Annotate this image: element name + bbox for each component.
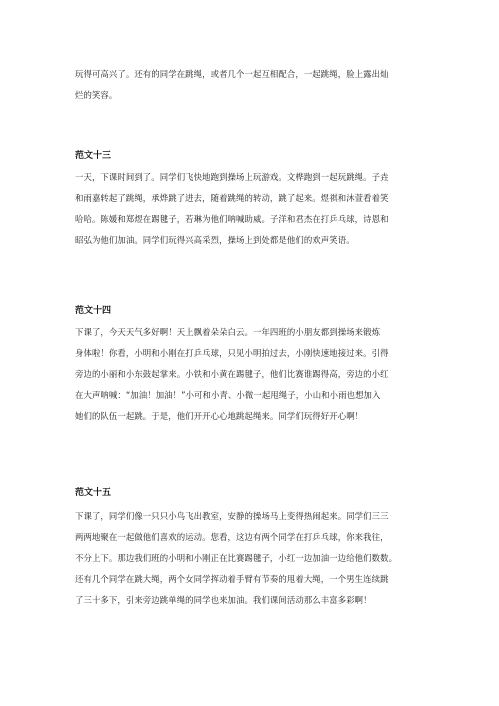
text-line: 旁边的小丽和小东鼓起掌来。小铁和小黄在踢毽子，他们比赛谁踢得高，旁边的小红 xyxy=(75,369,389,379)
text-line: 和雨嘉转起了跳绳，承烨跳了进去，随着跳绳的转动，跳了起来。煜祺和沐萱看着笑 xyxy=(75,193,389,203)
text-line: 还有几个同学在跳大绳，两个女同学挥动着手臂有节奏的甩着大绳，一个男生连续跳 xyxy=(75,574,389,584)
text-line: 玩得可高兴了。还有的同学在跳绳，或者几个一起互相配合，一起跳绳，脸上露出灿 xyxy=(75,69,389,79)
section-heading-fanwen14: 范文十四 xyxy=(75,306,112,316)
text-line: 哈哈。陈媛和郑煜在踢毽子，若琳为他们呐喊助威。子洋和君杰在打乒乓球，诗恩和 xyxy=(75,214,389,224)
section-paragraph-fanwen13 xyxy=(75,167,435,251)
section-heading-fanwen13: 范文十三 xyxy=(75,151,112,161)
text-line: 了三十多下，引来旁边跳单绳的同学也来加油。我们课间活动那么丰富多彩啊！ xyxy=(75,595,372,605)
text-line: 在大声呐喊：“加油！加油！”小可和小青、小微一起甩绳子，小山和小雨也想加入 xyxy=(75,390,381,400)
section-heading-fanwen15: 范文十五 xyxy=(75,488,112,498)
text-line: 两两地聚在一起做他们喜欢的运动。您看，这边有两个同学在打乒乓球，你来我往， xyxy=(75,532,389,542)
text-line: 身体啦！你看，小明和小刚在打乒乓球，只见小明拍过去，小刚快速地接过来。引得 xyxy=(75,348,389,358)
text-line: 烂的笑容。 xyxy=(75,90,118,100)
section-paragraph-fanwen15 xyxy=(75,506,435,611)
intro-paragraph xyxy=(75,64,435,106)
text-line: 一天，下课时间到了。同学们飞快地跑到操场上玩游戏。文桦跑到一起玩跳绳。子垚 xyxy=(75,172,389,182)
text-line: 下课了，同学们像一只只小鸟飞出教室，安静的操场马上变得热闹起来。同学们三三 xyxy=(75,511,389,521)
text-line: 昭弘为他们加油。同学们玩得兴高采烈，操场上到处都是他们的欢声笑语。 xyxy=(75,235,355,245)
section-paragraph-fanwen14 xyxy=(75,322,435,427)
text-line: 下课了，今天天气多好啊！天上飘着朵朵白云。一年四班的小朋友都到操场来锻炼 xyxy=(75,327,381,337)
text-line: 她们的队伍一起跳。于是，他们开开心心地跳起绳来。同学们玩得好开心啊！ xyxy=(75,411,364,421)
text-line: 不分上下。那边我们班的小明和小刚正在比赛踢毽子，小红一边加油一边给他们数数。 xyxy=(75,553,398,563)
